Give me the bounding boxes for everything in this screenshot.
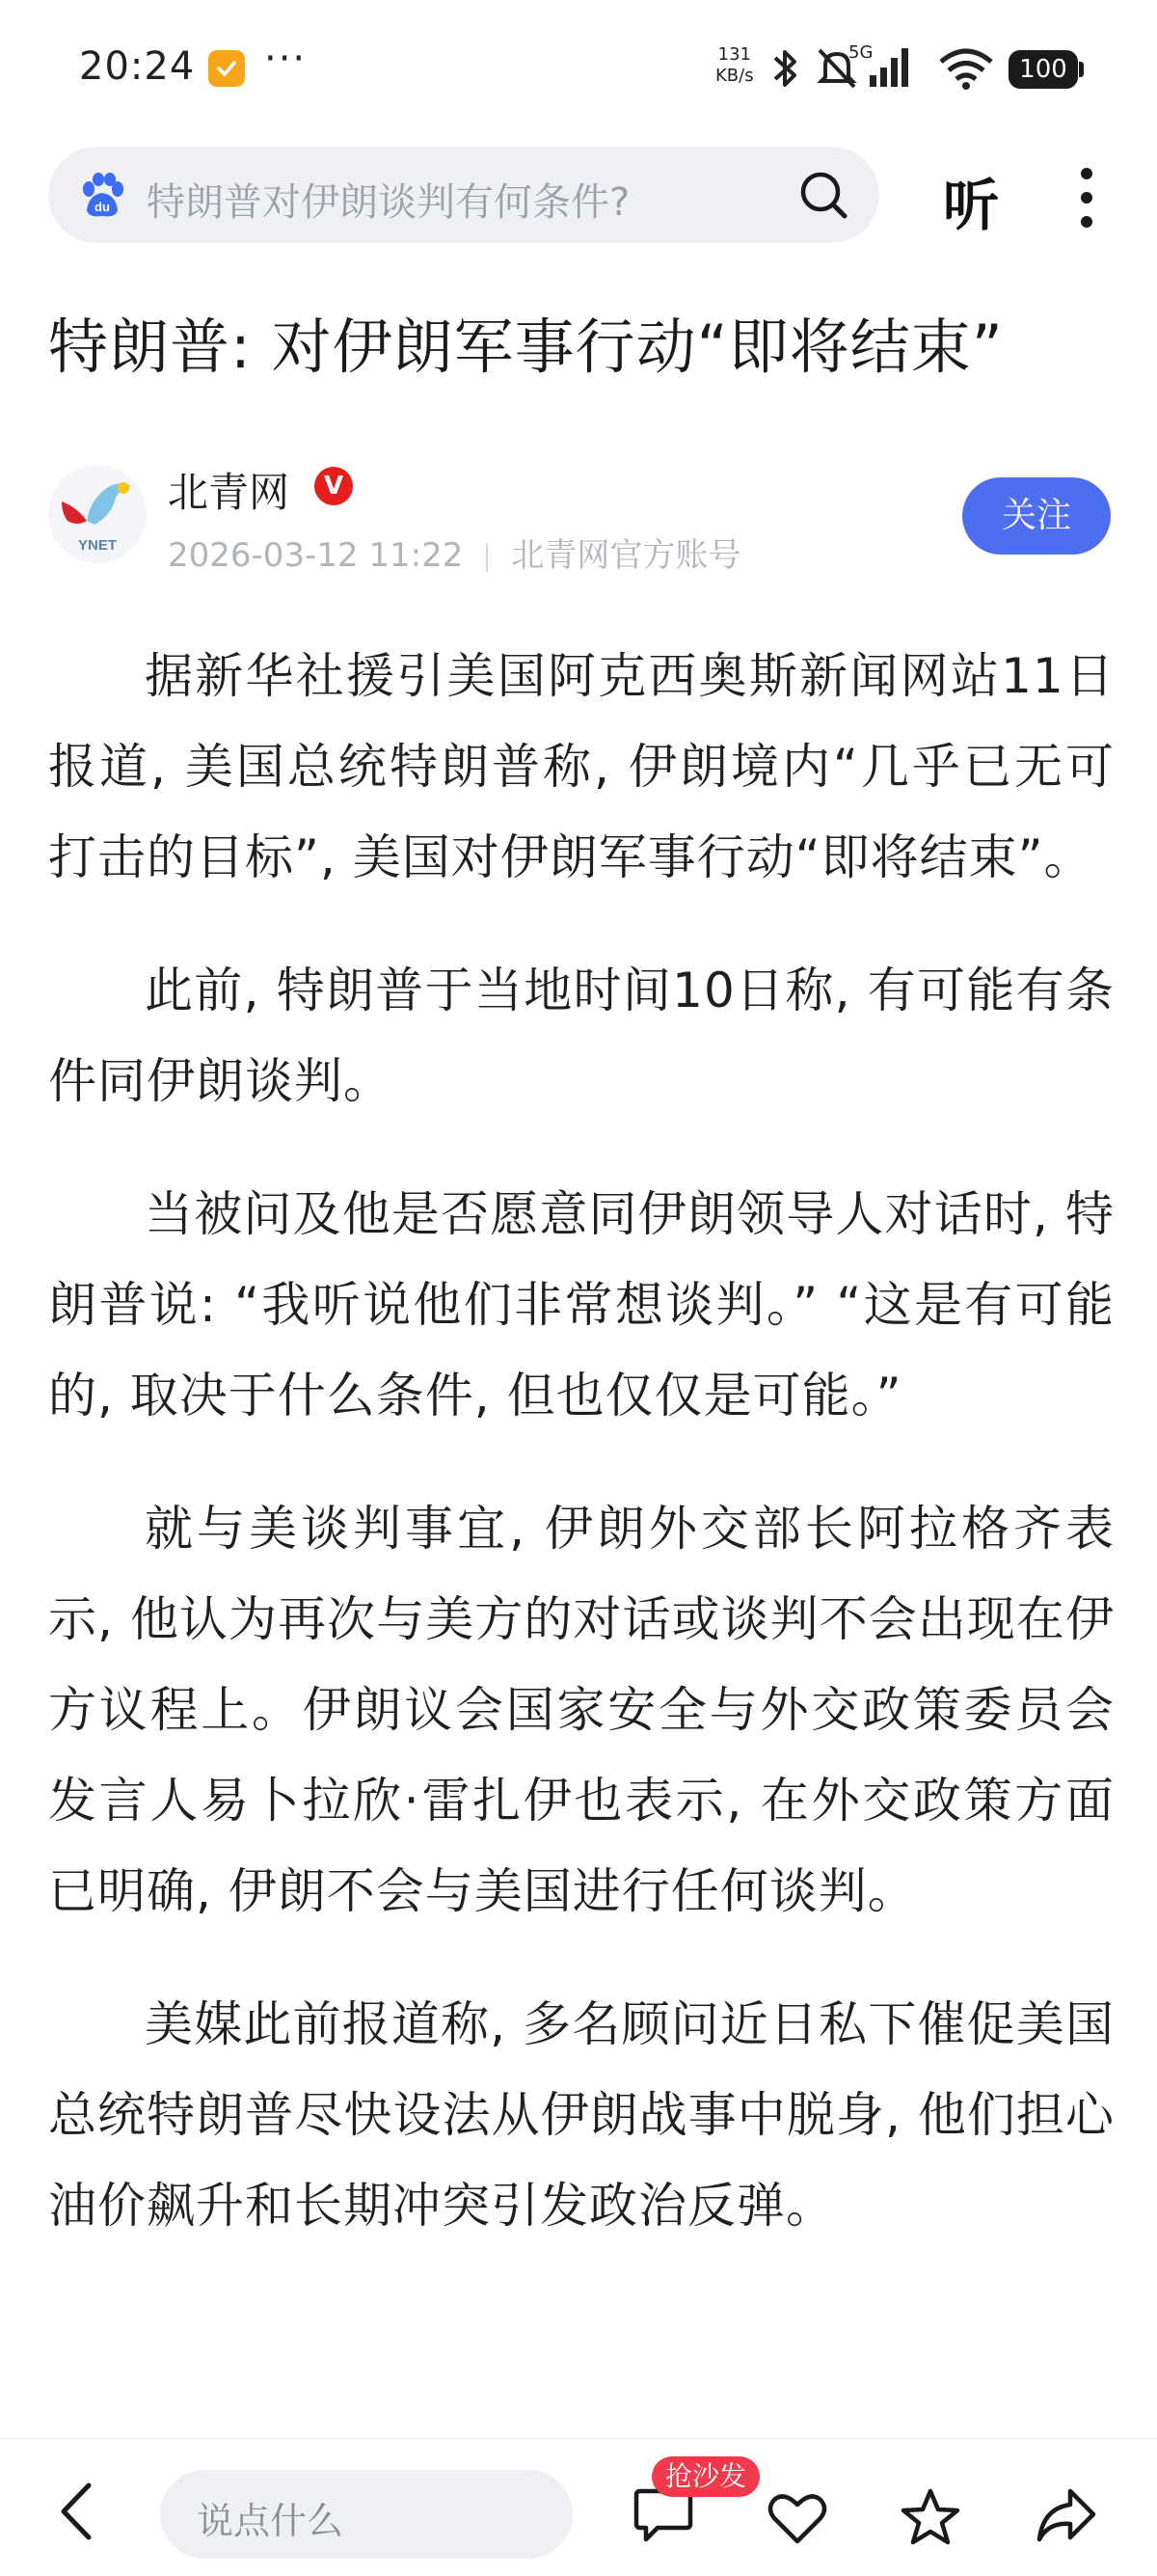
author-name[interactable]: 北青网 — [168, 469, 290, 516]
article-meta — [168, 529, 740, 576]
author-avatar[interactable] — [48, 465, 147, 563]
back-icon[interactable] — [58, 2481, 96, 2541]
paragraph: 当被问及他是否愿意同伊朗领导人对话时, 特朗普说: “我听说他们非常想谈判。” “这是有可能的, 取决于什么条件, 但也仅仅是可能。” — [48, 1186, 1115, 1424]
svg-text:du: du — [94, 200, 110, 214]
paragraph: 此前, 特朗普于当地时间10日称, 有可能有条件同伊朗谈判。 — [48, 963, 1115, 1109]
meta-divider — [486, 543, 488, 572]
article-title: 特朗普: 对伊朗军事行动“即将结束” — [48, 312, 1004, 382]
search-icon[interactable] — [798, 170, 850, 222]
svg-text:YNET: YNET — [77, 537, 118, 554]
comment-placeholder: 说点什么 — [197, 2500, 344, 2542]
signal-icon — [868, 46, 910, 89]
share-icon[interactable] — [1036, 2487, 1097, 2543]
status-bar — [0, 0, 1157, 135]
app-notification-icon — [208, 50, 245, 87]
baidu-paw-icon — [79, 172, 125, 218]
speed-unit: KB/s — [715, 66, 754, 86]
wifi-icon — [937, 46, 995, 91]
verified-icon: V — [314, 467, 353, 505]
publish-date: 2026-03-12 11:22 — [168, 536, 464, 575]
search-query[interactable]: 特朗普对伊朗谈判有何条件? — [147, 180, 631, 225]
account-type: 北青网官方账号 — [511, 536, 741, 575]
more-options-icon[interactable] — [1078, 166, 1095, 230]
sofa-badge[interactable]: 抢沙发 — [652, 2456, 760, 2497]
like-heart-icon[interactable] — [767, 2491, 828, 2545]
search-bar[interactable] — [48, 147, 879, 243]
network-type: 5G — [848, 42, 874, 63]
clock: 20:24 — [79, 44, 196, 89]
paragraph: 就与美谈判事宜, 伊朗外交部长阿拉格齐表示, 他认为再次与美方的对话或谈判不会出现在伊方议程上。伊朗议会国家安全与外交政策委员会发言人易卜拉欣·雷扎伊也表示, 在外交政策方面已明确, 伊朗不会与美国进行任何谈判。 — [48, 1501, 1115, 1919]
bluetooth-icon — [769, 46, 802, 91]
battery-indicator: 100 — [1009, 50, 1078, 89]
ynet-logo-icon — [48, 465, 147, 563]
network-speed — [715, 44, 754, 87]
follow-button[interactable]: 关注 — [962, 477, 1111, 555]
battery-tip — [1079, 62, 1084, 77]
more-notifications-icon: ··· — [264, 37, 308, 81]
paragraph: 据新华社援引美国阿克西奥斯新闻网站11日报道, 美国总统特朗普称, 伊朗境内“几乎已无可打击的目标”, 美国对伊朗军事行动“即将结束”。 — [48, 648, 1115, 885]
favorite-star-icon[interactable] — [900, 2487, 961, 2547]
listen-button[interactable]: 听 — [943, 173, 1000, 238]
paragraph: 美媒此前报道称, 多名顾问近日私下催促美国总统特朗普尽快设法从伊朗战事中脱身, 他们担心油价飙升和长期冲突引发政治反弹。 — [48, 1996, 1115, 2234]
bottom-action-bar — [0, 2438, 1157, 2576]
article-body — [48, 631, 1115, 2293]
speed-value: 131 — [717, 44, 751, 65]
comment-input[interactable] — [160, 2470, 573, 2559]
